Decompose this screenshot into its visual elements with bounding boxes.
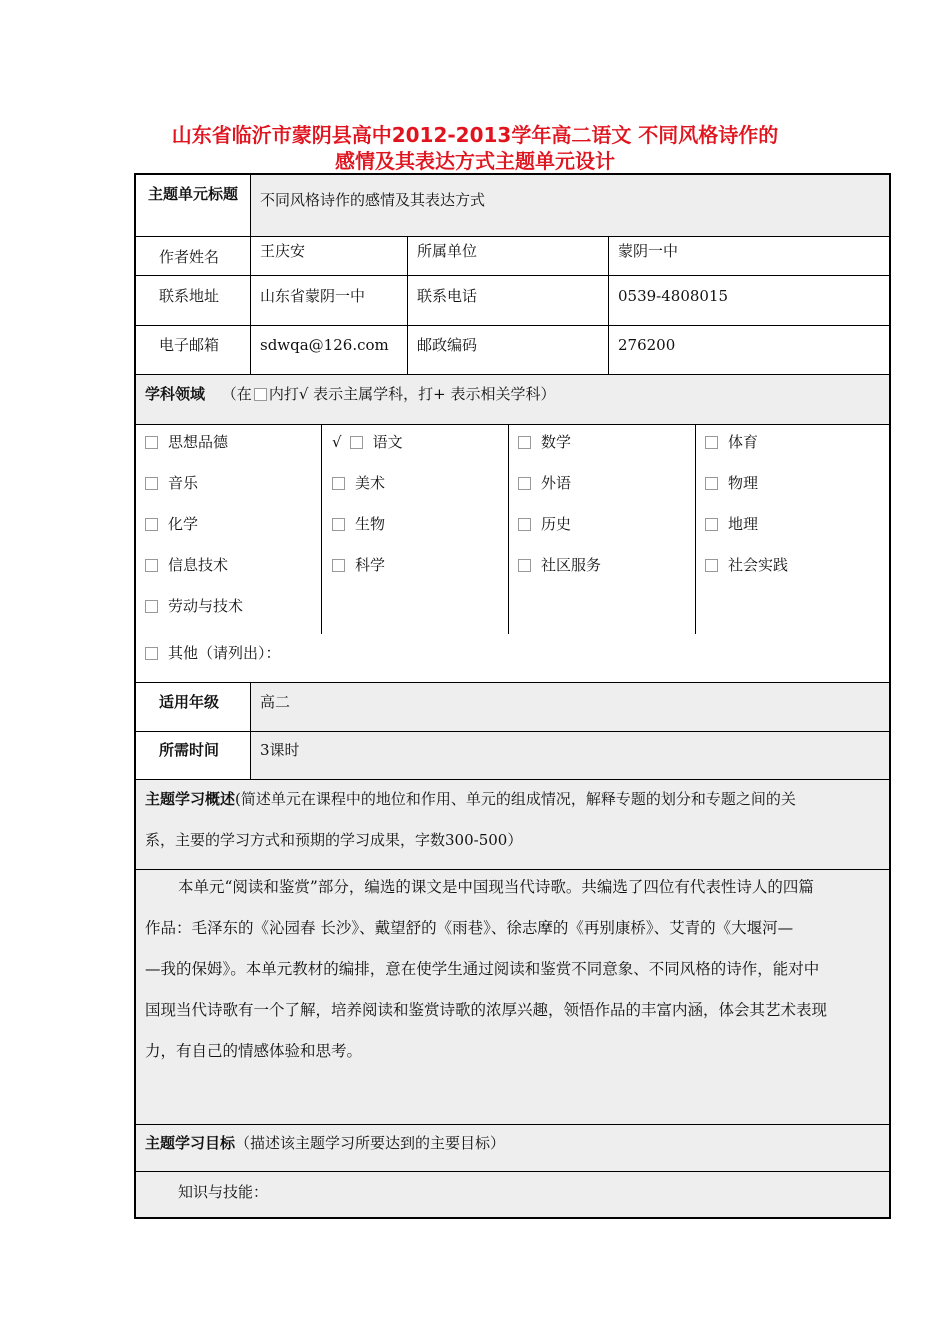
goals-header [145, 1132, 505, 1154]
subject-历史[interactable]: 历史 [518, 513, 571, 535]
row-divider [134, 374, 891, 375]
checkbox[interactable] [332, 559, 345, 572]
address-value: 山东省蒙阴一中 [260, 287, 366, 305]
topic-title-value: 不同风格诗作的感情及其表达方式 [260, 191, 486, 209]
subject-化学[interactable]: 化学 [145, 513, 198, 535]
row-divider [134, 1124, 891, 1125]
overview-hint-line1: (简述单元在课程中的地位和作用、单元的组成情况，解释专题的划分和专题之间的关 [235, 790, 796, 808]
email-value: sdwqa@126.com [260, 336, 389, 354]
postcode-label: 邮政编码 [417, 336, 478, 354]
overview-body-line: 国现当代诗歌有一个了解，培养阅读和鉴赏诗歌的浓厚兴趣，领悟作品的丰富内涵，体会其艺术表现 [145, 1001, 828, 1019]
row-divider [134, 682, 891, 683]
checkbox[interactable] [705, 436, 718, 449]
overview-label: 主题学习概述 [145, 790, 236, 808]
col-divider [508, 424, 509, 634]
checkbox[interactable] [705, 559, 718, 572]
subject-信息技术[interactable]: 信息技术 [145, 554, 228, 576]
checkbox[interactable] [518, 518, 531, 531]
document-title-line2: 感情及其表达方式主题单元设计 [335, 149, 615, 173]
col-divider [608, 236, 609, 375]
goals-label: 主题学习目标 [145, 1134, 236, 1152]
overview-body-line: 本单元“阅读和鉴赏”部分，编选的课文是中国现当代诗歌。共编选了四位有代表性诗人的四篇 [178, 878, 814, 896]
subject-area-label: 学科领域 [145, 385, 206, 403]
subject-area-hint-after: 内打√ 表示主属学科，打+ 表示相关学科） [268, 385, 556, 403]
subject-area-hint-before: （在 [221, 385, 252, 403]
subject-生物[interactable]: 生物 [332, 513, 385, 535]
col-divider [695, 424, 696, 634]
address-label: 联系地址 [159, 287, 220, 305]
subject-劳动与技术[interactable]: 劳动与技术 [145, 595, 243, 617]
checkbox[interactable] [145, 559, 158, 572]
col-divider [250, 682, 251, 779]
checkbox[interactable] [518, 559, 531, 572]
checkbox[interactable] [518, 436, 531, 449]
subject-地理[interactable]: 地理 [705, 513, 758, 535]
checkbox[interactable] [350, 436, 363, 449]
check-mark-icon: √ [332, 433, 342, 451]
subject-area-header [145, 383, 555, 405]
row-divider [134, 236, 891, 237]
phone-value: 0539-4808015 [618, 287, 729, 305]
duration-value: 3课时 [260, 741, 300, 759]
duration-label: 所需时间 [159, 741, 220, 759]
author-label: 作者姓名 [159, 248, 220, 266]
overview-body-line: 作品：毛泽东的《沁园春 长沙》、戴望舒的《雨巷》、徐志摩的《再别康桥》、艾青的《大堰河— [145, 919, 794, 937]
unit-value: 蒙阴一中 [618, 242, 679, 260]
subject-社会实践[interactable]: 社会实践 [705, 554, 788, 576]
checkbox[interactable] [145, 647, 158, 660]
postcode-value: 276200 [618, 336, 676, 354]
overview-hint-line2: 系，主要的学习方式和预期的学习成果，字数300-500） [145, 831, 523, 849]
phone-label: 联系电话 [417, 287, 478, 305]
unit-label: 所属单位 [417, 242, 478, 260]
subject-数学[interactable]: 数学 [518, 431, 571, 453]
topic-title-label: 主题单元标题 [147, 185, 238, 203]
row-divider [134, 731, 891, 732]
overview-body-line: 力，有自己的情感体验和思考。 [145, 1042, 363, 1060]
checkbox[interactable] [705, 477, 718, 490]
subject-外语[interactable]: 外语 [518, 472, 571, 494]
row-divider [134, 424, 891, 425]
grade-label: 适用年级 [159, 693, 220, 711]
checkbox[interactable] [518, 477, 531, 490]
col-divider [407, 236, 408, 375]
checkbox[interactable] [332, 518, 345, 531]
row-divider [134, 275, 891, 276]
subject-思想品德[interactable]: 思想品德 [145, 431, 228, 453]
subject-other[interactable]: 其他（请列出）： [145, 642, 281, 664]
checkbox[interactable] [705, 518, 718, 531]
overview-header-line1 [145, 788, 796, 810]
col-divider [321, 424, 322, 634]
subject-美术[interactable]: 美术 [332, 472, 385, 494]
subject-语文[interactable]: √ 语文 [332, 433, 403, 451]
document-title-line1: 山东省临沂市蒙阴县高中2012-2013学年高二语文 不同风格诗作的 [171, 123, 779, 147]
goals-hint: （描述该主题学习所要达到的主要目标） [235, 1134, 506, 1152]
subject-科学[interactable]: 科学 [332, 554, 385, 576]
checkbox[interactable] [145, 518, 158, 531]
checkbox[interactable] [145, 436, 158, 449]
subject-体育[interactable]: 体育 [705, 431, 758, 453]
subject-音乐[interactable]: 音乐 [145, 472, 198, 494]
goals-knowledge-skills: 知识与技能： [178, 1183, 269, 1201]
col-divider [250, 175, 251, 375]
overview-body-line: —我的保姆》。本单元教材的编排，意在使学生通过阅读和鉴赏不同意象、不同风格的诗作，能对中 [145, 960, 820, 978]
subject-物理[interactable]: 物理 [705, 472, 758, 494]
checkbox[interactable] [145, 600, 158, 613]
email-label: 电子邮箱 [159, 336, 220, 354]
checkbox[interactable] [332, 477, 345, 490]
checkbox-sample [254, 388, 267, 401]
row-divider [134, 1171, 891, 1172]
row-divider [134, 325, 891, 326]
row-divider [134, 779, 891, 780]
subject-社区服务[interactable]: 社区服务 [518, 554, 601, 576]
author-value: 王庆安 [260, 242, 306, 260]
grade-value: 高二 [260, 693, 291, 711]
checkbox[interactable] [145, 477, 158, 490]
